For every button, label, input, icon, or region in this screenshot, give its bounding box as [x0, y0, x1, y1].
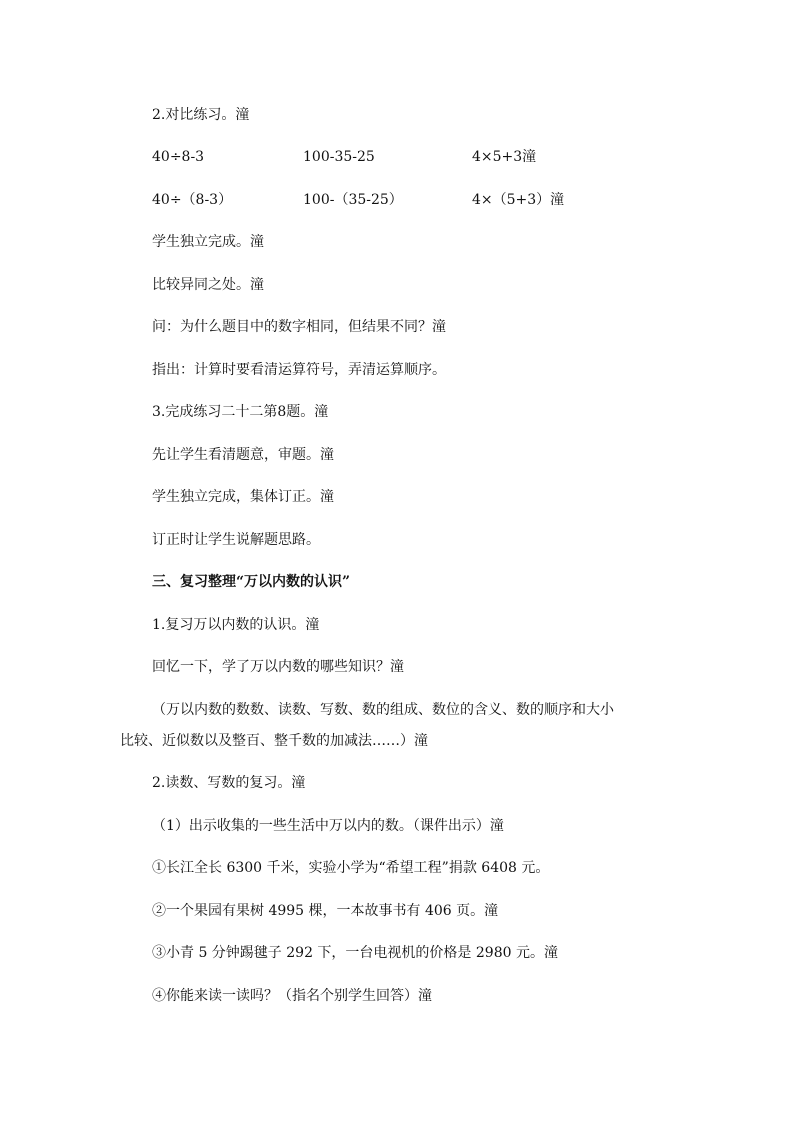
section-heading: 三、复习整理“万以内数的认识” [152, 574, 351, 590]
paragraph: 比较异同之处。潼 [152, 277, 264, 293]
expression-cell: 4×（5+3）潼 [472, 192, 565, 208]
subsection-title-reading-writing: 2.读数、写数的复习。潼 [152, 775, 306, 791]
paragraph: 订正时让学生说解题思路。 [152, 532, 320, 548]
subsection-title-comparison-practice: 2.对比练习。潼 [152, 107, 250, 123]
paragraph-line: 比较、近似数以及整百、整千数的加减法……）潼 [120, 733, 428, 749]
paragraph: 问：为什么题目中的数字相同，但结果不同？潼 [152, 319, 446, 335]
list-item: ②一个果园有果树 4995 棵，一本故事书有 406 页。潼 [152, 903, 499, 919]
paragraph: 学生独立完成，集体订正。潼 [152, 489, 334, 505]
subsection-title-exercise: 3.完成练习二十二第8题。潼 [152, 404, 329, 420]
subsection-title-review: 1.复习万以内数的认识。潼 [152, 617, 320, 633]
paragraph: 指出：计算时要看清运算符号，弄清运算顺序。 [152, 362, 446, 378]
paragraph: （1）出示收集的一些生活中万以内的数。（课件出示）潼 [152, 818, 504, 834]
expression-cell: 100-（35-25） [303, 192, 403, 208]
list-item: ①长江全长 6300 千米，实验小学为“希望工程”捐款 6408 元。 [152, 860, 550, 876]
list-item: ③小青 5 分钟踢毽子 292 下，一台电视机的价格是 2980 元。潼 [152, 945, 558, 961]
expression-cell: 4×5+3潼 [472, 149, 537, 165]
paragraph: 学生独立完成。潼 [152, 234, 264, 250]
paragraph: 先让学生看清题意，审题。潼 [152, 447, 334, 463]
paragraph: 回忆一下，学了万以内数的哪些知识？潼 [152, 659, 404, 675]
paragraph-line: （万以内数的数数、读数、写数、数的组成、数位的含义、数的顺序和大小 [152, 702, 614, 718]
expression-cell: 100-35-25 [303, 149, 375, 165]
list-item: ④你能来读一读吗？（指名个别学生回答）潼 [152, 988, 432, 1004]
expression-cell: 40÷8-3 [152, 149, 205, 165]
expression-cell: 40÷（8-3） [152, 192, 233, 208]
